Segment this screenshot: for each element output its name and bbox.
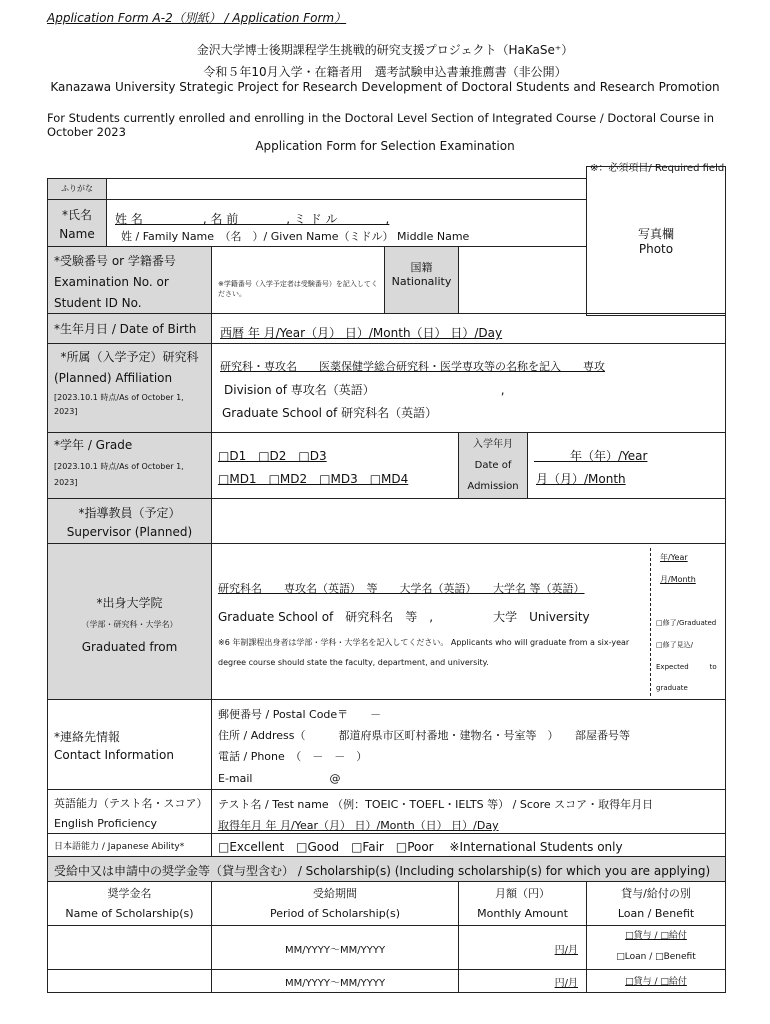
- schol-col4-jp: 貸与/給付の別: [621, 887, 691, 900]
- grad-label-en: Graduated from: [81, 640, 178, 654]
- exam-label-en1: Examination No. or: [54, 275, 169, 289]
- schol-row1-name[interactable]: [47, 925, 212, 970]
- schol-col3: [458, 881, 587, 926]
- dob-value: 西暦 年 月/Year（月） 日）/Month（日） 日）/Day: [220, 326, 503, 340]
- form-header: Application Form A-2（別紙） / Application Form）: [47, 11, 347, 25]
- admission-v1: 年（年）/Year: [534, 449, 648, 463]
- contact-label: [47, 699, 212, 790]
- grad-v1: 研究科名 専攻名（英語） 等 大学名（英語） 大学名 等（英語）: [218, 582, 585, 595]
- eng-v2: 取得年月 年 月/Year（月） 日）/Month（日） 日）/Day: [218, 819, 499, 832]
- grad-label-jp: *出身大学院: [96, 596, 163, 610]
- schol-row2-type-jp: □貸与 / □給付: [625, 977, 687, 987]
- schol-row2-period[interactable]: MM/YYYY～MM/YYYY: [211, 969, 459, 993]
- grad-status3: Expected to: [656, 663, 717, 671]
- name-label-en: Name: [59, 227, 95, 241]
- schol-col2-en: Period of Scholarship(s): [269, 907, 400, 920]
- schol-header: 受給中又は申請中の奨学金等（貸与型含む） / Scholarship(s) (Including scholarship(s) for which you are applying): [47, 856, 726, 882]
- schol-col2: [211, 881, 459, 926]
- contact-field[interactable]: [211, 699, 726, 790]
- schol-row1-type-jp: □貸与 / □給付: [625, 931, 687, 941]
- aff-v2: Division of 専攻名（英語） ,: [224, 383, 505, 397]
- exam-label-jp: *受験番号 or 学籍番号: [54, 254, 176, 268]
- eng-v1: テスト名 / Test name （例：TOEIC・TOEFL・IELTS 等） / Score スコア・取得年月日: [218, 798, 654, 811]
- aff-label-cell: [47, 343, 212, 433]
- name-field[interactable]: [106, 199, 587, 247]
- aff-v1: 研究科・専攻名 医薬保健学総合研究科・医学専攻等の名称を記入 専攻: [220, 360, 605, 373]
- grad-year: 年/Year: [660, 553, 688, 562]
- eng-label-en: English Proficiency: [54, 817, 157, 830]
- eng-label-jp: 英語能力（テスト名・スコア）: [54, 797, 208, 810]
- aff-label-en: (Planned) Affiliation: [54, 371, 173, 385]
- name-label-cell: [47, 199, 107, 247]
- grad-month: 月/Month: [660, 575, 696, 584]
- furigana-field[interactable]: [106, 178, 587, 200]
- contact-v4: E-mail @: [218, 772, 484, 785]
- dob-field[interactable]: [211, 313, 726, 344]
- admission-v2: 月（月）/Month: [536, 472, 626, 486]
- aff-field[interactable]: [211, 343, 726, 433]
- contact-label-jp: *連絡先情報: [54, 730, 121, 744]
- grad-label-sm: （学部・研究科・大学名）: [81, 620, 178, 629]
- title-jp-1: 金沢大学博士後期課程学生挑戦的研究支援プロジェクト（HaKaSe⁺）: [196, 43, 574, 57]
- contact-v1: 郵便番号 / Postal Code〒 －: [218, 708, 382, 721]
- schol-col1: [47, 881, 212, 926]
- grad-label: [47, 543, 212, 700]
- title-en-1: Kanazawa University Strategic Project for Research Development of Doctoral Students and Research Promotion: [50, 80, 720, 94]
- admission-jp: 入学年月: [473, 439, 513, 450]
- schol-row1-type[interactable]: [586, 925, 726, 970]
- schol-col3-en: Monthly Amount: [477, 907, 568, 920]
- required-note: ※：必須項目/ Required field: [590, 163, 725, 174]
- schol-col1-en: Name of Scholarship(s): [65, 907, 194, 920]
- title-en-2: For Students currently enrolled and enrolling in the Doctoral Level Section of Integrated Course / Doctoral Course in October 2023: [47, 111, 715, 139]
- admission-field[interactable]: [527, 432, 726, 499]
- nationality-field[interactable]: [458, 246, 587, 314]
- grade-label-cell: [47, 432, 212, 499]
- admission-label: [458, 432, 528, 499]
- eng-field[interactable]: [211, 789, 726, 834]
- jp-label: 日本語能力 / Japanese Ability*: [47, 833, 212, 857]
- nationality-label: [384, 246, 459, 314]
- schol-row1-amount[interactable]: [458, 925, 587, 970]
- admission-en1: Date of: [474, 460, 512, 471]
- grad-note1: ※6 年制課程出身者は学部・学科・大学名を記入してください。 Applicants who will graduate from a six-year: [218, 638, 630, 647]
- aff-v3: Graduate School of 研究科名（英語）: [222, 406, 438, 420]
- exam-note: ※学籍番号（入学予定者は受験番号）を記入してください。: [218, 280, 378, 298]
- name-label-jp: *氏名: [61, 208, 92, 222]
- photo-box[interactable]: [586, 166, 726, 316]
- schol-row2-name[interactable]: [47, 969, 212, 993]
- schol-col1-jp: 奨学金名: [107, 887, 152, 900]
- schol-row2-amount[interactable]: [458, 969, 587, 993]
- aff-label-jp: *所属（入学予定）研究科: [60, 350, 199, 364]
- grad-divider: [650, 548, 651, 696]
- exam-field[interactable]: [211, 246, 385, 314]
- grade-v1: □D1 □D2 □D3: [218, 449, 327, 463]
- schol-row2-type[interactable]: [586, 969, 726, 993]
- grade-field[interactable]: [211, 432, 459, 499]
- schol-col2-jp: 受給期間: [313, 887, 357, 900]
- name-sub: 姓 / Family Name （名 ）/ Given Name（ミドル） Middle Name: [121, 230, 470, 243]
- schol-row1-period[interactable]: MM/YYYY～MM/YYYY: [211, 925, 459, 970]
- jp-field[interactable]: □Excellent □Good □Fair □Poor ※International Students only: [211, 833, 726, 857]
- grad-note2: degree course should state the faculty, department, and university.: [218, 658, 489, 667]
- nationality-en: Nationality: [391, 275, 452, 288]
- grad-v2: Graduate School of 研究科名 等 , 大学 University: [218, 610, 590, 624]
- contact-v3: 電話 / Phone （ － － ）: [218, 750, 368, 763]
- eng-label: [47, 789, 212, 834]
- aff-label-sm: [2023.10.1 時点/As of October 1, 2023]: [54, 393, 184, 416]
- title-jp-2: 令和５年10月入学・在籍者用 選考試験申込書兼推薦書（非公開）: [203, 65, 567, 79]
- grad-status1[interactable]: □修了/Graduated: [656, 619, 717, 627]
- exam-label-en2: Student ID No.: [54, 296, 142, 310]
- grade-v2: □MD1 □MD2 □MD3 □MD4: [218, 472, 409, 486]
- title-en-3: Application Form for Selection Examination: [255, 139, 515, 153]
- photo-label-en: Photo: [638, 242, 674, 256]
- grade-label-jp: *学年 / Grade: [54, 438, 133, 452]
- grad-status2[interactable]: □修了見込/: [656, 641, 693, 649]
- sup-field[interactable]: [211, 498, 726, 544]
- name-value: 姓 名 , 名 前 , ミ ド ル ,: [115, 212, 390, 226]
- photo-label: 写真欄: [637, 227, 674, 241]
- dob-label: *生年月日 / Date of Birth: [47, 313, 212, 344]
- schol-col4-en: Loan / Benefit: [617, 907, 695, 920]
- furigana-label: ふりがな: [47, 178, 107, 200]
- grad-field[interactable]: [211, 543, 726, 700]
- exam-label-cell: [47, 246, 212, 314]
- contact-label-en: Contact Information: [54, 748, 174, 762]
- grad-status4: graduate: [656, 684, 688, 692]
- schol-col3-jp: 月額（円）: [495, 887, 550, 900]
- sup-label-en: Supervisor (Planned): [66, 525, 193, 539]
- schol-row1-amount-unit: 円/月: [554, 945, 578, 956]
- nationality-jp: 国籍: [410, 261, 433, 274]
- schol-row1-type-en: □Loan / □Benefit: [616, 952, 696, 962]
- schol-col4: [586, 881, 726, 926]
- admission-en2: Admission: [467, 481, 519, 492]
- schol-row2-amount-unit: 円/月: [554, 978, 578, 989]
- contact-v2: 住所 / Address（ 都道府県市区町村番地・建物名・号室等 ） 部屋番号等: [218, 729, 631, 742]
- grade-label-sm: [2023.10.1 時点/As of October 1, 2023]: [54, 462, 184, 487]
- sup-label: [47, 498, 212, 544]
- sup-label-jp: *指導教員（予定）: [78, 506, 181, 520]
